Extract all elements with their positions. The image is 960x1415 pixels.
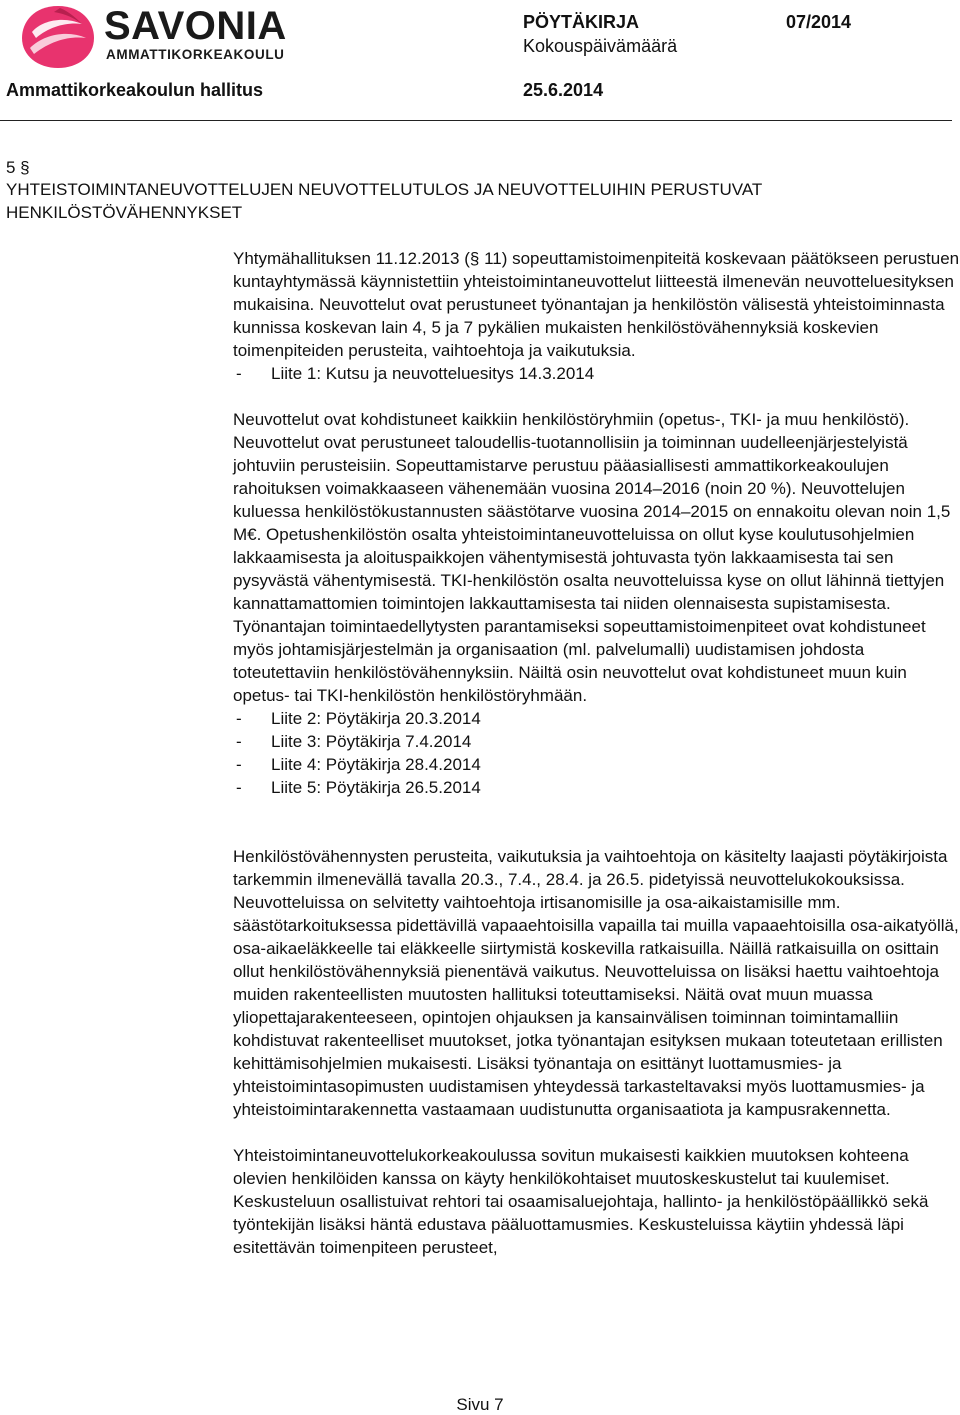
savonia-logo-mark-icon [20, 2, 96, 70]
body-paragraph: Neuvottelut ovat kohdistuneet kaikkiin henkilöstöryhmiin (opetus-, TKI- ja muu henkilöstö). Neuvottelut ovat perustuneet taloudellis-tuotannollisiin ja toiminnan uudelleenjärjestelyistä johtuviin perusteisiin. Sopeuttamistarve perustuu pääasiallisesti ammattikorkeakoulujen rahoituksen voimakkaaseen vähenemään vuosina 2014‒2016 (noin 20 %). Neuvottelujen kuluessa henkilöstökustannusten säästötarve vuosina 2014‒2015 on ennakoitu olevan noin 1,5 M€. Opetushenkilöstön osalta yhteistoimintaneuvotteluissa on ollut kyse koulutusohjelmien lakkaamisesta ja aloituspaikkojen vähentymisestä johtuvasta työn lakkaamisesta tai sen pysyvästä vähentymisestä. TKI-henkilöstön osalta neuvotteluissa kyse on ollut lähinnä tiettyjen kannattamattomien toimintojen lakkauttamisesta tai niiden olennaisesta supistamisesta. Työnantajan toimintaedellytysten parantamiseksi sopeuttamistoimenpiteet ovat kohdistuneet myös johtamisjärjestelmän ja organisaation (ml. palvelumalli) uudistamisen johdosta toteutettaviin henkilöstövähennyksiin. Näiltä osin neuvottelut ovat kohdistuneet muun kuin opetus- tai TKI-henkilöstön henkilöstöryhmään. [233, 410, 951, 705]
attachment-link-2[interactable]: - Liite 2: Pöytäkirja 20.3.2014 [233, 707, 960, 730]
attachment-link-1[interactable]: - Liite 1: Kutsu ja neuvotteluesitys 14.3.2014 [233, 362, 960, 385]
savonia-logo [20, 2, 290, 70]
body-paragraph: Yhtymähallituksen 11.12.2013 (§ 11) sopeuttamistoimenpiteitä koskevaan päätökseen perustuen kuntayhtymässä käynnistettiin yhteistoimintaneuvottelut liitteestä ilmenevän neuvotteluesityksen mukaisina. Neuvottelut ovat perustuneet työnantajan ja henkilöstön välisestä yhteistoiminnasta kunnissa koskevan lain 4, 5 ja 7 pykälien mukaisten henkilöstövähennyksiä koskevien toimenpiteiden perusteita, vaihtoehtoja ja vaikutuksia. [233, 249, 960, 360]
section-title-line-1: YHTEISTOIMINTANEUVOTTELUJEN NEUVOTTELUTULOS JA NEUVOTTELUIHIN PERUSTUVAT [6, 180, 763, 199]
section-title-line-2: HENKILÖSTÖVÄHENNYKSET [6, 203, 243, 222]
attachment-link-5[interactable]: - Liite 5: Pöytäkirja 26.5.2014 [233, 776, 960, 799]
meeting-date-label: Kokouspäivämäärä [523, 36, 678, 56]
body-paragraph: Henkilöstövähennysten perusteita, vaikutuksia ja vaihtoehtoja on käsitelty laajasti pöytäkirjoista tarkemmin ilmenevällä tavalla 20.3., 7.4., 28.4. ja 26.5. pidetyissä neuvottelukokouksissa. Neuvotteluissa on selvitetty vaihtoehtoja irtisanomisille ja osa-aikaistamisille mm. säästötarkoituksessa pidettävillä vapaaehtoisilla vapailla tai muilla vapaaehtoisilla osa-aikatyöllä, osa-aikaeläkkeelle tai eläkkeelle siirtymistä koskevilla ratkaisuilla. Näillä ratkaisuilla on osittain ollut henkilöstövähennyksiä pienentävä vaikutus. Neuvotteluissa on lisäksi haettu vaihtoehtoja muiden rakenteellisten muutosten hallituksi toteuttamiseksi. Näitä ovat muun muassa yliopettajarakenteeseen, opintojen ohjauksen ja kansainvälisen toiminnan toimintamalliin kohdistuvat rakenteelliset muutokset, jotka työnantajan esityksen mukaan toteutetaan erillisten kehittämisohjelmien mukaisesti. Lisäksi työnantaja on esittänyt luottamusmies- ja yhteistoimintasopimusten uudistamisen yhteydessä tarkasteltavaksi myös luottamusmies- ja yhteistoimintarakennetta vastaamaan uudistunutta organisaatiota ja kampusrakennetta. [233, 847, 959, 1119]
body-paragraph: Yhteistoimintaneuvottelukorkeakoulussa sovitun mukaisesti kaikkien muutoksen kohteena olevien henkilöiden kanssa on käyty henkilökohtaiset muutoskeskustelut tai kuulemiset. Keskusteluun osallistuivat rehtori tai osaamisaluejohtaja, hallinto- ja henkilöstöpäällikkö sekä työntekijän lisäksi häntä edustava pääluottamusmies. Keskusteluissa käytiin yhdessä läpi esitettävän toimenpiteen perusteet, [233, 1146, 929, 1257]
logo-name: SAVONIA [104, 4, 287, 48]
section-number: 5 § [6, 158, 30, 177]
meeting-date: 25.6.2014 [523, 80, 604, 100]
attachment-link-3[interactable]: - Liite 3: Pöytäkirja 7.4.2014 [233, 730, 960, 753]
document-number: 07/2014 [786, 12, 852, 32]
page-number: Sivu 7 [456, 1395, 504, 1414]
document-type: PÖYTÄKIRJA [523, 12, 640, 32]
logo-subtitle: AMMATTIKORKEAKOULU [106, 47, 285, 62]
document-body [233, 247, 960, 1259]
header-divider [0, 120, 952, 121]
governing-body-name: Ammattikorkeakoulun hallitus [6, 80, 264, 100]
attachment-link-4[interactable]: - Liite 4: Pöytäkirja 28.4.2014 [233, 753, 960, 776]
